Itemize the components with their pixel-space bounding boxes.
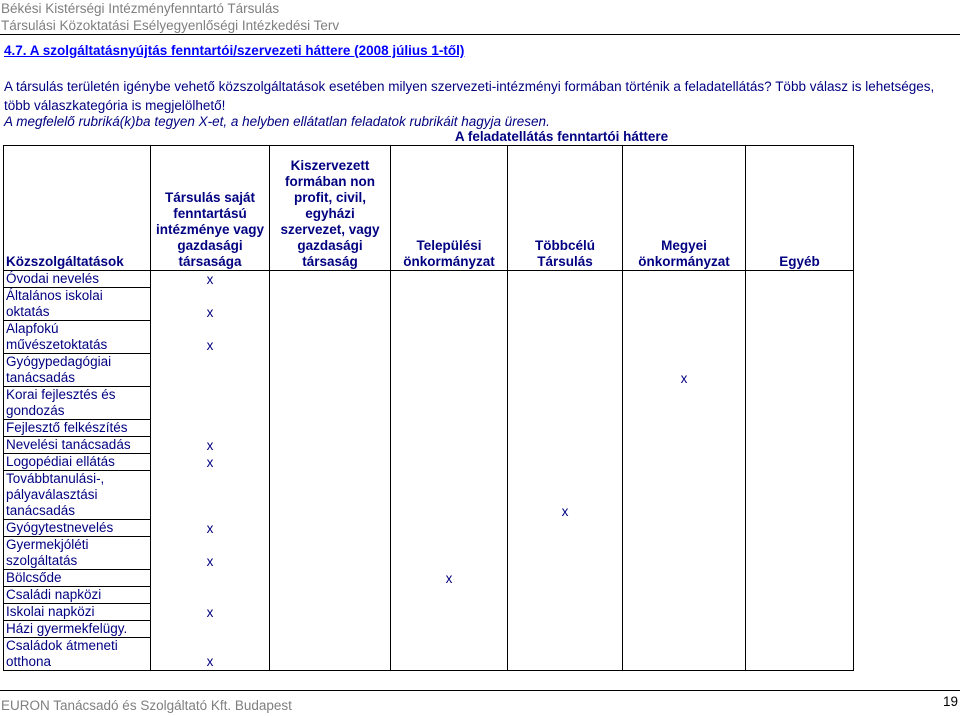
- service-name-cell: Logopédiai ellátás: [4, 454, 151, 471]
- mark-cell: [151, 420, 270, 437]
- mark-cell: [746, 604, 854, 621]
- column-header-municipality: Települési önkormányzat: [391, 146, 508, 271]
- mark-cell: [746, 570, 854, 587]
- service-name-cell: Gyógytestnevelés: [4, 520, 151, 537]
- service-name-cell: Óvodai nevelés: [4, 271, 151, 288]
- mark-cell: [623, 471, 746, 520]
- mark-cell: [508, 454, 623, 471]
- column-header-multi-purpose-association: Többcélú Társulás: [508, 146, 623, 271]
- header-divider: [0, 34, 960, 35]
- mark-cell: [508, 537, 623, 570]
- mark-cell: x: [151, 454, 270, 471]
- mark-cell: [270, 604, 391, 621]
- column-header-services: Közszolgáltatások: [4, 146, 151, 271]
- mark-cell: x: [623, 354, 746, 387]
- mark-cell: [391, 520, 508, 537]
- mark-cell: [623, 420, 746, 437]
- mark-cell: [508, 638, 623, 671]
- mark-cell: [746, 420, 854, 437]
- mark-cell: [746, 354, 854, 387]
- service-name-cell: Gyógypedagógiai tanácsadás: [4, 354, 151, 387]
- mark-cell: [391, 354, 508, 387]
- mark-cell: x: [151, 437, 270, 454]
- column-header-own-institution: Társulás saját fenntartású intézménye vagy gazdasági társasága: [151, 146, 270, 271]
- mark-cell: [508, 437, 623, 454]
- mark-cell: [151, 387, 270, 420]
- mark-cell: [151, 471, 270, 520]
- table-row: [4, 587, 854, 604]
- mark-cell: [508, 604, 623, 621]
- table-row: [4, 638, 854, 671]
- mark-cell: x: [151, 288, 270, 321]
- footer-company: EURON Tanácsadó és Szolgáltató Kft. Budapest: [1, 698, 292, 713]
- mark-cell: [746, 520, 854, 537]
- mark-cell: [270, 638, 391, 671]
- table-row: [4, 454, 854, 471]
- mark-cell: [270, 354, 391, 387]
- mark-cell: [746, 537, 854, 570]
- mark-cell: [508, 587, 623, 604]
- mark-cell: [746, 471, 854, 520]
- mark-cell: [746, 288, 854, 321]
- mark-cell: [270, 587, 391, 604]
- service-name-cell: Családi napközi: [4, 587, 151, 604]
- mark-cell: [746, 587, 854, 604]
- table-row: [4, 321, 854, 354]
- table-row: [4, 420, 854, 437]
- table-row: [4, 537, 854, 570]
- mark-cell: [623, 437, 746, 454]
- mark-cell: [508, 420, 623, 437]
- mark-cell: [508, 387, 623, 420]
- mark-cell: [623, 454, 746, 471]
- mark-cell: [391, 604, 508, 621]
- table-row: [4, 621, 854, 638]
- mark-cell: [391, 454, 508, 471]
- column-header-row: [4, 146, 854, 271]
- mark-cell: [151, 587, 270, 604]
- service-name-cell: Gyermekjóléti szolgáltatás: [4, 537, 151, 570]
- section-instruction: A megfelelő rubriká(k)ba tegyen X-et, a helyben ellátatlan feladatok rubrikáit hagyja üresen.: [4, 114, 550, 129]
- mark-cell: [270, 271, 391, 288]
- service-name-cell: Fejlesztő felkészítés: [4, 420, 151, 437]
- page-footer: [0, 690, 960, 716]
- table-row: [4, 387, 854, 420]
- page-number: 19: [942, 694, 958, 709]
- mark-cell: [391, 471, 508, 520]
- mark-cell: [508, 520, 623, 537]
- mark-cell: [270, 570, 391, 587]
- column-header-outsourced: Kiszervezett formában non profit, civil, egyházi szervezet, vagy gazdasági társaság: [270, 146, 391, 271]
- service-name-cell: Iskolai napközi: [4, 604, 151, 621]
- mark-cell: x: [151, 271, 270, 288]
- header-line-1: Békési Kistérségi Intézményfenntartó Társulás: [1, 1, 280, 16]
- section-title: 4.7. A szolgáltatásnyújtás fenntartói/szervezeti háttere (2008 július 1-től): [4, 43, 465, 58]
- mark-cell: [508, 321, 623, 354]
- mark-cell: x: [151, 638, 270, 671]
- mark-cell: [391, 420, 508, 437]
- service-name-cell: Továbbtanulási-, pályaválasztási tanácsadás: [4, 471, 151, 520]
- mark-cell: [270, 471, 391, 520]
- table-row: [4, 570, 854, 587]
- mark-cell: [746, 321, 854, 354]
- mark-cell: [746, 621, 854, 638]
- mark-cell: [391, 587, 508, 604]
- mark-cell: [623, 321, 746, 354]
- mark-cell: [391, 288, 508, 321]
- column-header-county-government: Megyei önkormányzat: [623, 146, 746, 271]
- mark-cell: [623, 520, 746, 537]
- mark-cell: [508, 621, 623, 638]
- mark-cell: [746, 437, 854, 454]
- mark-cell: [623, 587, 746, 604]
- mark-cell: [391, 621, 508, 638]
- service-table: [3, 129, 854, 671]
- table-row: [4, 271, 854, 288]
- mark-cell: [270, 437, 391, 454]
- footer-divider: [0, 690, 960, 691]
- mark-cell: [623, 288, 746, 321]
- mark-cell: x: [151, 537, 270, 570]
- service-table-wrapper: [3, 129, 854, 671]
- mark-cell: [508, 354, 623, 387]
- mark-cell: [391, 387, 508, 420]
- table-row: [4, 471, 854, 520]
- mark-cell: [746, 387, 854, 420]
- mark-cell: x: [151, 520, 270, 537]
- service-name-cell: Nevelési tanácsadás: [4, 437, 151, 454]
- mark-cell: [270, 387, 391, 420]
- mark-cell: [508, 271, 623, 288]
- mark-cell: [270, 520, 391, 537]
- mark-cell: [623, 621, 746, 638]
- section-intro: A társulás területén igénybe vehető közszolgáltatások esetében milyen szervezeti-intézményi formában történik a feladatellátás? Több válasz is lehetséges, több válaszkategória is megjelölhető!: [4, 79, 935, 113]
- table-row: [4, 604, 854, 621]
- mark-cell: [270, 454, 391, 471]
- mark-cell: [508, 288, 623, 321]
- mark-cell: [391, 321, 508, 354]
- mark-cell: [623, 271, 746, 288]
- mark-cell: [270, 537, 391, 570]
- mark-cell: [746, 454, 854, 471]
- mark-cell: [270, 321, 391, 354]
- mark-cell: [151, 354, 270, 387]
- mark-cell: [151, 621, 270, 638]
- header-line-2: Társulási Közoktatási Esélyegyenlőségi Intézkedési Terv: [1, 18, 340, 33]
- table-row: [4, 437, 854, 454]
- column-header-other: Egyéb: [746, 146, 854, 271]
- mark-cell: [270, 420, 391, 437]
- mark-cell: [746, 271, 854, 288]
- mark-cell: x: [151, 321, 270, 354]
- document-header: [0, 0, 960, 34]
- table-row: [4, 354, 854, 387]
- group-title-row: [4, 129, 854, 146]
- group-title: A feladatellátás fenntartói háttere: [454, 129, 669, 144]
- service-name-cell: Házi gyermekfelügy.: [4, 621, 151, 638]
- table-row: [4, 288, 854, 321]
- mark-cell: [270, 621, 391, 638]
- mark-cell: x: [151, 604, 270, 621]
- mark-cell: x: [508, 471, 623, 520]
- mark-cell: [623, 570, 746, 587]
- service-name-cell: Bölcsőde: [4, 570, 151, 587]
- mark-cell: [623, 537, 746, 570]
- table-row: [4, 520, 854, 537]
- service-name-cell: Családok átmeneti otthona: [4, 638, 151, 671]
- mark-cell: [391, 437, 508, 454]
- mark-cell: [623, 638, 746, 671]
- service-name-cell: Korai fejlesztés és gondozás: [4, 387, 151, 420]
- mark-cell: [151, 570, 270, 587]
- mark-cell: [391, 638, 508, 671]
- mark-cell: x: [391, 570, 508, 587]
- mark-cell: [391, 271, 508, 288]
- mark-cell: [508, 570, 623, 587]
- mark-cell: [270, 288, 391, 321]
- mark-cell: [391, 537, 508, 570]
- mark-cell: [623, 387, 746, 420]
- mark-cell: [623, 604, 746, 621]
- service-name-cell: Alapfokú művészetoktatás: [4, 321, 151, 354]
- mark-cell: [746, 638, 854, 671]
- service-name-cell: Általános iskolai oktatás: [4, 288, 151, 321]
